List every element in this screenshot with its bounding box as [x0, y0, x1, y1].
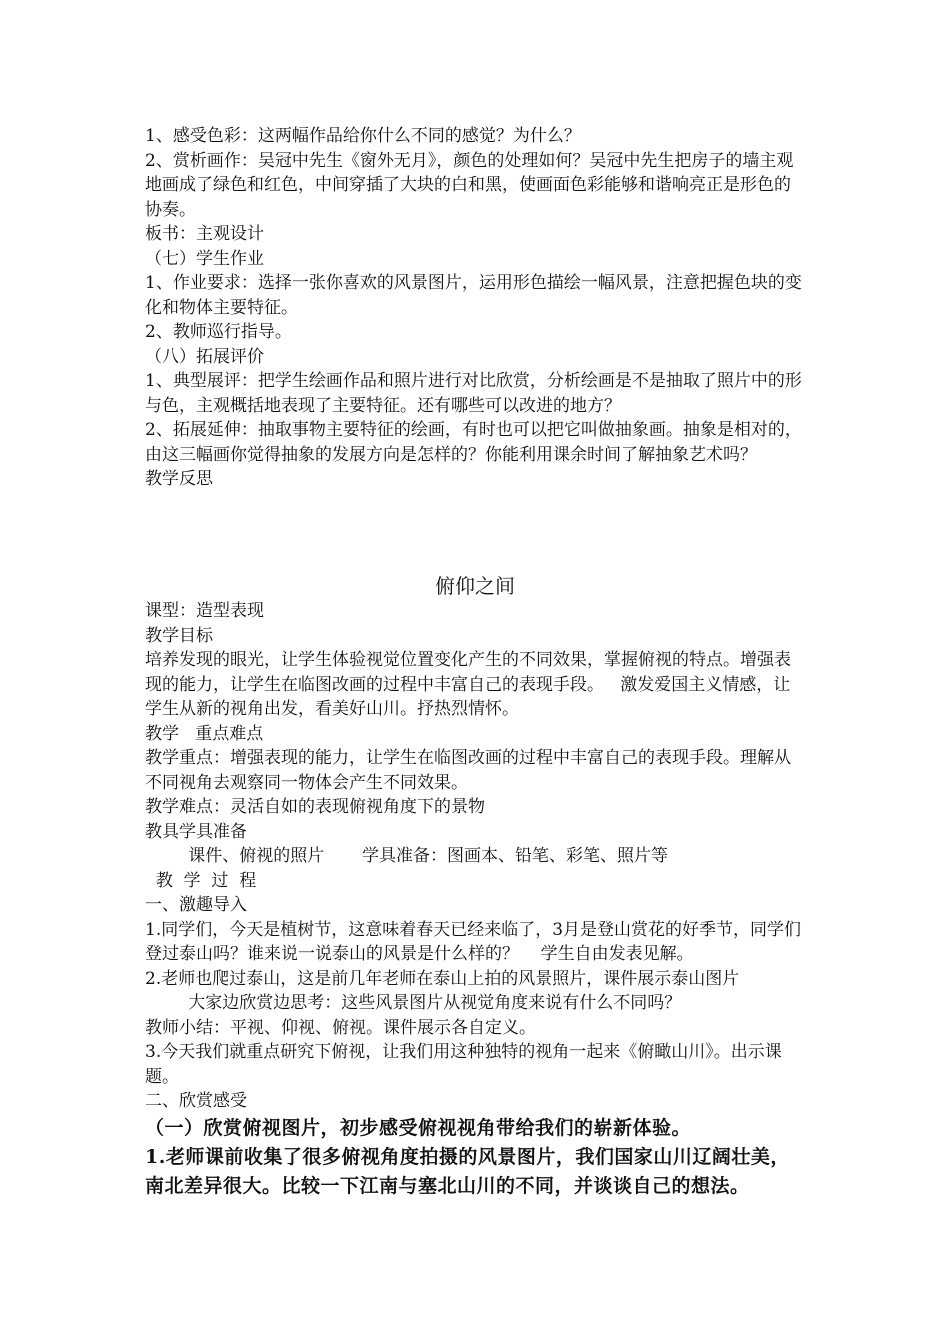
- paragraph: 1.同学们，今天是植树节，这意味着春天已经来临了，3月是登山赏花的好季节，同学们登过泰山吗？谁来说一说泰山的风景是什么样的？ 学生自由发表见解。: [145, 919, 802, 964]
- paragraph: 教学重点：增强表现的能力，让学生在临图改画的过程中丰富自己的表现手段。理解从不同视角去观察同一物体会产生不同效果。: [145, 748, 791, 793]
- paragraph: 板书：主观设计: [145, 224, 264, 244]
- paragraph: 课型：造型表现: [145, 601, 264, 621]
- paragraph: 教学目标: [145, 625, 213, 646]
- paragraph: 2、赏析画作：吴冠中先生《窗外无月》，颜色的处理如何？吴冠中先生把房子的墙主观地画成了绿色和红色，中间穿插了大块的白和黑，使画面色彩能够和谐响亮正是形色的协奏。: [145, 150, 794, 220]
- paragraph: 教师小结：平视、仰视、俯视。课件展示各自定义。: [145, 1017, 536, 1038]
- paragraph: 大家边欣赏边思考：这些风景图片从视觉角度来说有什么不同吗？: [145, 993, 682, 1013]
- paragraph: 培养发现的眼光，让学生体验视觉位置变化产生的不同效果，掌握俯视的特点。增强表现的能力，让学生在临图改画的过程中丰富自己的表现手段。 激发爱国主义情感，让学生从新的视角出发，看美好山川。抒热烈情怀。: [145, 650, 791, 719]
- lesson-plan: [145, 599, 805, 1201]
- paragraph: 教学 重点难点: [145, 723, 264, 744]
- paragraph: 教学难点：灵活自如的表现俯视角度下的景物: [145, 797, 485, 817]
- lesson-continuation: [145, 124, 805, 492]
- paragraph: 教学反思: [145, 469, 213, 489]
- paragraph: 二、欣赏感受: [145, 1091, 247, 1111]
- paragraph: 1、感受色彩：这两幅作品给你什么不同的感觉？为什么？: [145, 126, 581, 146]
- paragraph: 2、教师巡行指导。: [145, 322, 292, 342]
- paragraph: （七）学生作业: [145, 248, 264, 269]
- paragraph: 一、激趣导入: [145, 895, 247, 915]
- paragraph: （八）拓展评价: [145, 346, 264, 367]
- paragraph: 教 学 过 程: [145, 870, 257, 891]
- paragraph: 2、拓展延伸：抽取事物主要特征的绘画，有时也可以把它叫做抽象画。抽象是相对的，由这三幅画你觉得抽象的发展方向是怎样的？你能利用课余时间了解抽象艺术吗？: [145, 420, 802, 465]
- paragraph: 2.老师也爬过泰山，这是前几年老师在泰山上拍的风景照片，课件展示泰山图片: [145, 968, 740, 989]
- paragraph: 3.今天我们就重点研究下俯视，让我们用这种独特的视角一起来《俯瞰山川》。出示课题。: [145, 1042, 782, 1087]
- paragraph: 教具学具准备: [145, 821, 247, 842]
- paragraph: 课件、俯视的照片 学具准备：图画本、铅笔、彩笔、照片等: [145, 846, 669, 866]
- paragraph: 1、作业要求：选择一张你喜欢的风景图片，运用形色描绘一幅风景，注意把握色块的变化和物体主要特征。: [145, 273, 802, 318]
- paragraph: （一）欣赏俯视图片，初步感受俯视视角带给我们的崭新体验。: [145, 1116, 692, 1139]
- paragraph: 1.老师课前收集了很多俯视角度拍摄的风景图片，我们国家山川辽阔壮美，南北差异很大。比较一下江南与塞北山川的不同，并谈谈自己的想法。: [145, 1145, 790, 1197]
- lesson-title: 俯仰之间: [435, 574, 515, 598]
- paragraph: 1、典型展评：把学生绘画作品和照片进行对比欣赏，分析绘画是不是抽取了照片中的形与色，主观概括地表现了主要特征。还有哪些可以改进的地方？: [145, 371, 802, 416]
